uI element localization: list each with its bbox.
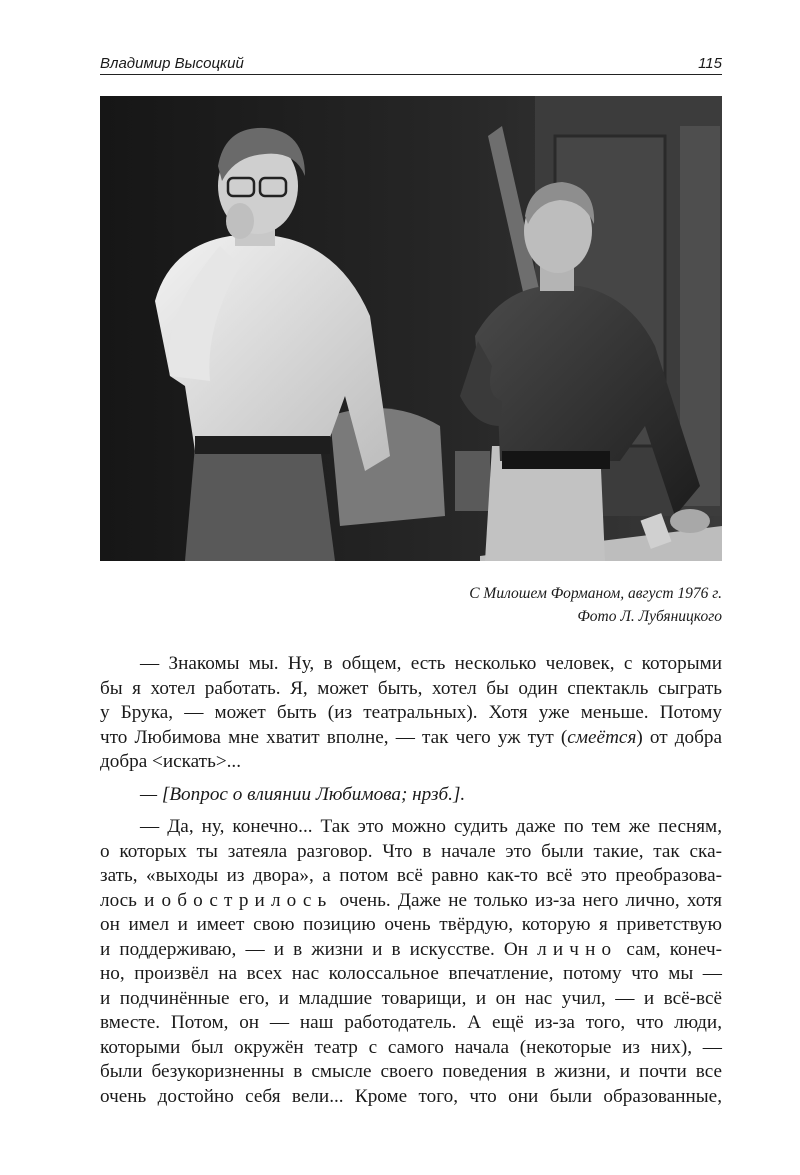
text-line: и поддерживаю, — и в жизни и в искусстве. Он лично сам, конеч- (100, 938, 722, 960)
photo-caption (222, 582, 722, 628)
body-text (100, 652, 722, 1109)
text-line: и подчинённые его, и младшие товарищи, и он нас учил, — и всё-всё (100, 987, 722, 1009)
text-line: бы я хотел работать. Я, может быть, хотел бы один спектакль сыграть (100, 677, 722, 699)
running-head (100, 50, 722, 72)
text-line: у Брука, — может быть (из театральных). Хотя уже меньше. Потому (100, 702, 722, 723)
text-line: добра <искать>... (100, 751, 242, 772)
text-line: но, произвёл на всех нас колоссальное впечатление, потому что мы — (100, 963, 722, 984)
text-line: очень достойно себя вели... Кроме того, что они были образованные, (100, 1085, 722, 1107)
spaced-emphasis: обострилось (161, 889, 333, 911)
text-line: что Любимова мне хватит вполне, — так чего уж тут (смеётся) от добра (100, 726, 722, 748)
photograph (100, 96, 722, 561)
text-line: лось и обострилось очень. Даже не только из-за него лично, хотя (100, 889, 722, 911)
header-rule (100, 74, 722, 75)
text-line: были безукоризненны в смысле своего поведения в жизни, и почти все (100, 1061, 722, 1082)
italic-remark: смеётся (567, 726, 637, 748)
text-line: о которых ты затеяла разговор. Что в начале это были такие, так ска- (100, 840, 722, 862)
text-line: — Знакомы мы. Ну, в общем, есть несколько человек, с которыми (140, 653, 722, 674)
page-number: 115 (698, 55, 722, 72)
text-line: — Да, ну, конечно... Так это можно судить даже по тем же песням, (140, 816, 722, 837)
editor-note: — [Вопрос о влиянии Любимова; нрзб.]. (140, 783, 466, 805)
text-line: вместе. Потом, он — наш работодатель. А ещё из-за того, что люди, (100, 1012, 722, 1033)
caption-line-1: С Милошем Форманом, август 1976 г. (469, 585, 722, 602)
book-title: Владимир Высоцкий (100, 55, 244, 72)
text-line: зать, «выходы из двора», а потом всё равно как-то всё это преобразова- (100, 865, 722, 886)
spaced-emphasis: лично (537, 938, 618, 960)
text-line: он имел и имеет свою позицию очень твёрдую, которую я приветствую (100, 914, 722, 935)
text-line: которыми был окружён театр с самого начала (некоторые из них), — (100, 1036, 722, 1058)
caption-line-2: Фото Л. Лубяницкого (577, 608, 722, 625)
